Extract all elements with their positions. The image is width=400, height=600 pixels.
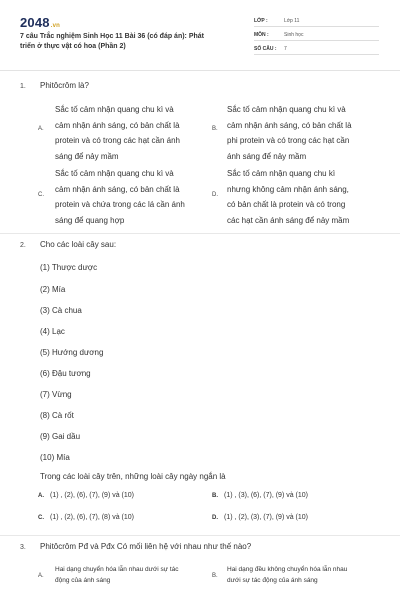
plant-item: (7) Vừng [40, 390, 72, 399]
option-line: Sắc tố cảm nhận quang chu kì [227, 169, 336, 178]
option-line: cảm nhận ánh sáng, có bản chất là [55, 184, 180, 194]
plant-item: (2) Mía [40, 285, 66, 294]
plant-item: (1) Thược dược [40, 263, 98, 272]
plant-item: (3) Cà chua [40, 306, 82, 315]
plant-item: (4) Lạc [40, 327, 65, 336]
meta-class [254, 15, 379, 27]
option-line: phi protein và có trong các hạt cần [227, 136, 350, 145]
option-text: (1) , (2), (3), (7), (9) và (10) [224, 514, 309, 521]
meta-value: 7 [284, 46, 287, 52]
option-line: protein và có trong các hạt cần ánh [55, 136, 180, 145]
question-text: Cho các loài cây sau: [40, 240, 117, 249]
question-number: 3. [20, 544, 26, 551]
option-text: (1) , (2), (6), (7), (9) và (10) [50, 492, 135, 499]
header-divider [0, 70, 400, 71]
question-text: Phitôcrôm Pđ và Pđx Có mối liên hệ với nhau như thế nào? [40, 542, 252, 551]
option-letter: A. [38, 126, 44, 132]
option-line: nhưng không cảm nhận ánh sáng, [227, 184, 349, 194]
option-line: protein và chứa trong các lá cần ánh [55, 200, 185, 209]
logo-suffix: .vn [50, 23, 61, 29]
option-line: Hai dạng đều không chuyển hóa lẫn nhau [227, 566, 348, 573]
title-line-1: 7 câu Trắc nghiệm Sinh Học 11 Bài 36 (có đáp án): Phát [20, 33, 204, 40]
plant-item: (6) Đậu tương [40, 369, 91, 378]
question-text: Phitôcrôm là? [40, 81, 89, 90]
question-number: 2. [20, 242, 26, 249]
option-line: cảm nhận ánh sáng, có bản chất là [227, 120, 352, 130]
option-letter: C. [38, 515, 44, 521]
option-line: các hạt cần ánh sáng để nảy mầm [227, 215, 350, 225]
option-text [227, 166, 349, 228]
option-letter: B. [212, 573, 218, 579]
option-line: Hai dạng chuyển hóa lẫn nhau dưới sự tác [55, 566, 179, 573]
option-line: Sắc tố cảm nhận quang chu kì và [55, 105, 174, 114]
option-line: động của ánh sáng [55, 577, 111, 584]
question-divider [0, 535, 400, 536]
option-letter: D. [212, 515, 218, 521]
option-line: cảm nhận ánh sáng, có bản chất là [55, 120, 180, 130]
option-line: sáng để quang hợp [55, 215, 125, 225]
option-text [227, 102, 352, 164]
option-text: (1) , (3), (6), (7), (9) và (10) [224, 492, 309, 499]
meta-question-count [254, 43, 379, 55]
option-a[interactable] [38, 492, 134, 499]
meta-value: Lớp 11 [284, 18, 300, 24]
site-logo[interactable] [20, 15, 60, 30]
option-letter: B. [212, 126, 218, 132]
meta-label: MÔN : [254, 32, 269, 38]
option-letter: A. [38, 573, 44, 579]
question-prompt: Trong các loài cây trên, những loài cây ngày ngắn là [40, 472, 226, 481]
plant-item: (8) Cà rốt [40, 411, 74, 420]
option-letter: A. [38, 493, 44, 499]
meta-subject [254, 29, 379, 41]
option-line: ánh sáng để nảy mầm [227, 151, 307, 161]
question-divider [0, 233, 400, 234]
document-title [20, 32, 220, 52]
option-text [55, 166, 185, 228]
option-b[interactable] [212, 492, 308, 499]
title-line-2: triển ở thực vật có hoa (Phần 2) [20, 43, 126, 50]
option-letter: C. [38, 192, 44, 198]
question-number: 1. [20, 83, 26, 90]
plant-item: (9) Gai dầu [40, 432, 81, 441]
option-letter: D. [212, 192, 218, 198]
option-c[interactable] [38, 514, 134, 521]
plant-item: (10) Mía [40, 453, 70, 462]
option-text: (1) , (2), (6), (7), (8) và (10) [50, 514, 135, 521]
option-line: sáng để nảy mầm [55, 151, 119, 161]
meta-label: LỚP : [254, 18, 268, 24]
option-text [55, 102, 180, 164]
plant-item: (5) Hướng dương [40, 348, 104, 357]
option-line: có bản chất là protein và có trong [227, 200, 346, 209]
option-line: Sắc tố cảm nhận quang chu kì và [227, 105, 346, 114]
option-line: Sắc tố cảm nhận quang chu kì và [55, 169, 174, 178]
option-line: dưới sự tác động của ánh sáng [227, 577, 318, 584]
meta-value: Sinh học [284, 32, 304, 38]
page-header [0, 0, 400, 70]
option-letter: B. [212, 493, 218, 499]
meta-label: SỐ CÂU : [254, 46, 277, 52]
logo-text: 2048 [20, 15, 50, 30]
option-text [55, 564, 179, 586]
option-text [227, 564, 347, 586]
option-d[interactable] [212, 514, 308, 521]
